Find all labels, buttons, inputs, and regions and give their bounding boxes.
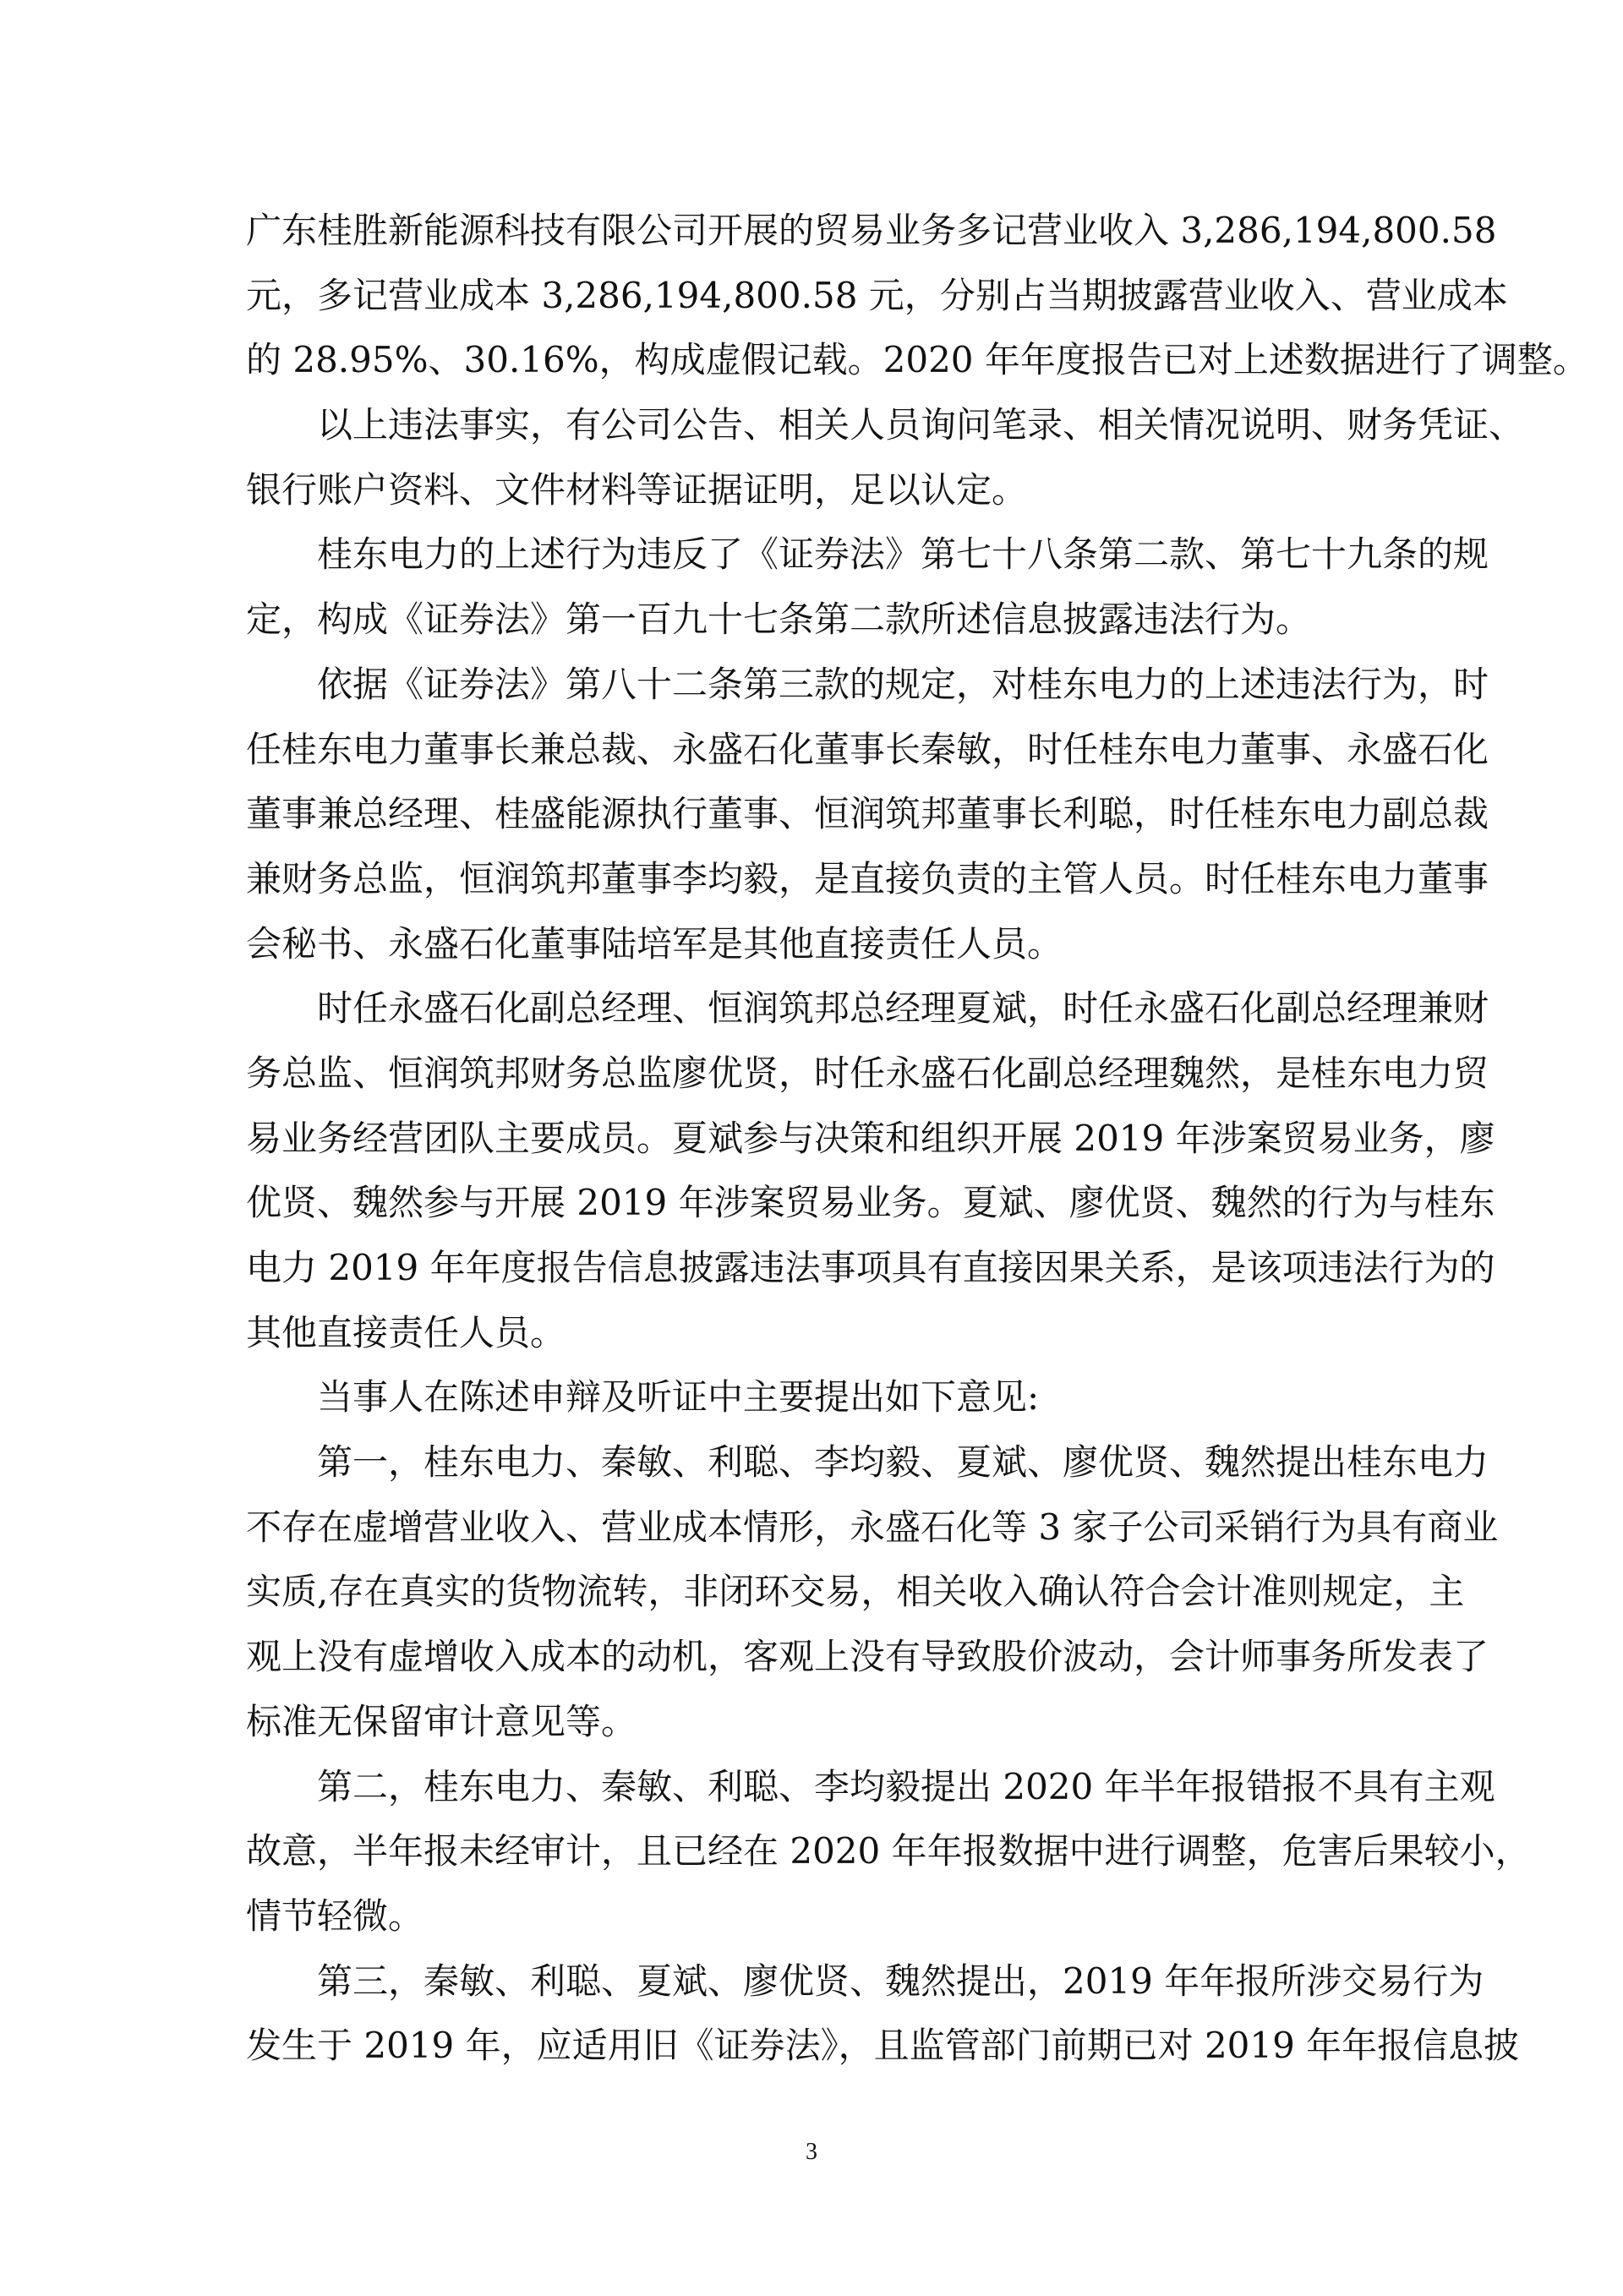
text-line: 优贤、魏然参与开展 2019 年涉案贸易业务。夏斌、廖优贤、魏然的行为与桂东 <box>246 1182 1495 1224</box>
paragraph <box>246 1949 1520 2079</box>
text-line: 桂东电力的上述行为违反了《证券法》第七十八条第二款、第七十九条的规 <box>317 533 1489 576</box>
paragraph <box>246 522 1489 652</box>
text-line: 任桂东电力董事长兼总裁、永盛石化董事长秦敏，时任桂东电力董事、永盛石化 <box>246 728 1489 770</box>
text-line: 依据《证券法》第八十二条第三款的规定，对桂东电力的上述违法行为，时 <box>317 663 1489 705</box>
paragraph <box>246 1365 1384 1430</box>
text-line: 故意，半年报未经审计，且已经在 2020 年年报数据中进行调整，危害后果较小， <box>246 1830 1531 1872</box>
text-line: 以上违法事实，有公司公告、相关人员询问笔录、相关情况说明、财务凭证、 <box>317 404 1525 446</box>
text-line: 情节轻微。 <box>246 1894 424 1937</box>
text-line: 不存在虚增营业收入、营业成本情形，永盛石化等 3 家子公司采销行为具有商业 <box>246 1506 1499 1548</box>
text-line: 务总监、恒润筑邦财务总监廖优贤，时任永盛石化副总经理魏然，是桂东电力贸 <box>246 1052 1489 1094</box>
text-line: 实质,存在真实的货物流转，非闭环交易，相关收入确认符合会计准则规定，主 <box>246 1571 1465 1613</box>
text-line: 时任永盛石化副总经理、恒润筑邦总经理夏斌，时任永盛石化副总经理兼财 <box>317 987 1489 1030</box>
text-line: 观上没有虚增收入成本的动机，客观上没有导致股价波动，会计师事务所发表了 <box>246 1636 1489 1678</box>
text-line: 兼财务总监，恒润筑邦董事李均毅，是直接负责的主管人员。时任桂东电力董事 <box>246 857 1489 899</box>
text-line: 当事人在陈述申辩及听证中主要提出如下意见: <box>317 1376 1040 1419</box>
paragraph <box>246 1755 1531 1949</box>
text-line: 电力 2019 年年度报告信息披露违法事项具有直接因果关系，是该项违法行为的 <box>246 1247 1495 1288</box>
text-line: 第二，桂东电力、秦敏、利聪、李均毅提出 2020 年半年报错报不具有主观 <box>317 1765 1495 1807</box>
text-line: 第一，桂东电力、秦敏、利聪、李均毅、夏斌、廖优贤、魏然提出桂东电力 <box>317 1441 1489 1484</box>
text-line: 广东桂胜新能源科技有限公司开展的贸易业务多记营业收入 3,286,194,800.58 <box>246 210 1497 251</box>
text-line: 的 28.95%、30.16%，构成虚假记载。2020 年年度报告已对上述数据进行了调整。 <box>246 339 1588 381</box>
text-line: 董事兼总经理、桂盛能源执行董事、恒润筑邦董事长利聪，时任桂东电力副总裁 <box>246 793 1489 835</box>
page-number: 3 <box>806 2139 817 2165</box>
text-line: 其他直接责任人员。 <box>246 1311 566 1353</box>
paragraph <box>246 653 1489 976</box>
text-line: 会秘书、永盛石化董事陆培军是其他直接责任人员。 <box>246 922 1063 965</box>
text-line: 定，构成《证券法》第一百九十七条第二款所述信息披露违法行为。 <box>246 599 1312 641</box>
paragraph <box>246 976 1495 1365</box>
text-line: 发生于 2019 年，应适用旧《证券法》，且监管部门前期已对 2019 年年报信息披 <box>246 2025 1520 2067</box>
text-line: 第三，秦敏、利聪、夏斌、廖优贤、魏然提出，2019 年年报所涉交易行为 <box>317 1960 1484 2002</box>
paragraph <box>246 393 1525 522</box>
text-line: 元，多记营业成本 3,286,194,800.58 元，分别占当期披露营业收入、营业成本 <box>246 274 1508 316</box>
text-line: 易业务经营团队主要成员。夏斌参与决策和组织开展 2019 年涉案贸易业务，廖 <box>246 1117 1495 1159</box>
text-line: 标准无保留审计意见等。 <box>246 1700 637 1742</box>
paragraph <box>246 199 1588 393</box>
text-line: 银行账户资料、文件材料等证据证明，足以认定。 <box>246 468 1028 511</box>
paragraph <box>246 1430 1499 1754</box>
body-text <box>246 199 1588 2079</box>
